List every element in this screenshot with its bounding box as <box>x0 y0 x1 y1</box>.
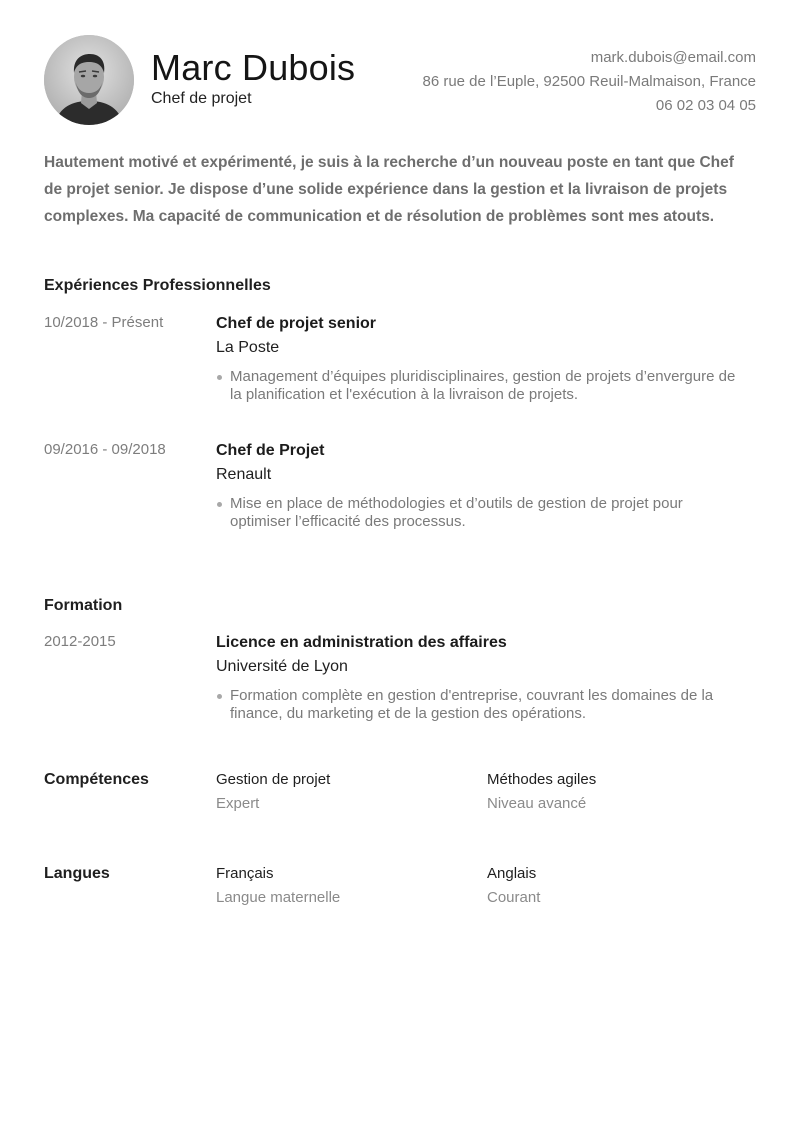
profile-photo-image <box>44 35 134 125</box>
skill-level: Expert <box>216 795 260 812</box>
skill-name: Gestion de projet <box>216 771 331 788</box>
entry-bullet: Management d’équipes pluridisciplinaires, gestion de projets d’envergure de la planification et l'exécution à la livraison de projets. <box>216 368 746 403</box>
entry-bullet: Mise en place de méthodologies et d’outils de gestion de projet pour optimiser l’efficacité des processus. <box>216 495 746 530</box>
entry-date: 09/2016 - 09/2018 <box>44 441 166 458</box>
entry-title: Licence en administration des affaires <box>216 634 507 651</box>
entry-organization: Renault <box>216 466 272 483</box>
language-item <box>216 864 340 908</box>
section-title-experience: Expériences Professionnelles <box>44 277 271 294</box>
language-item <box>487 864 540 908</box>
entry-bullet: Formation complète en gestion d'entreprise, couvrant les domaines de la finance, du marketing et de la gestion des opérations. <box>216 687 746 722</box>
skill-level: Niveau avancé <box>487 795 587 812</box>
entry-title: Chef de projet senior <box>216 315 377 332</box>
entry-body <box>216 313 746 403</box>
contact-address: 86 rue de l’Euple, 92500 Reuil-Malmaison, France <box>422 73 756 90</box>
entry-date: 10/2018 - Présent <box>44 314 164 331</box>
section-title-languages: Langues <box>44 865 110 882</box>
section-title-skills: Compétences <box>44 771 149 788</box>
entry-body <box>216 440 746 530</box>
profile-photo <box>44 35 134 125</box>
language-name: Français <box>216 865 274 882</box>
skill-name: Méthodes agiles <box>487 771 597 788</box>
entry-body <box>216 632 746 722</box>
entry-date: 2012-2015 <box>44 633 116 650</box>
person-role: Chef de projet <box>151 90 252 107</box>
skill-item <box>487 770 596 814</box>
entry-organization: La Poste <box>216 339 280 356</box>
skill-item <box>216 770 330 814</box>
entry-title: Chef de Projet <box>216 442 325 459</box>
language-name: Anglais <box>487 865 537 882</box>
entry-organization: Université de Lyon <box>216 658 348 675</box>
contact-block <box>422 46 756 118</box>
contact-email[interactable]: mark.dubois@email.com <box>590 49 756 66</box>
person-name: Marc Dubois <box>151 47 356 88</box>
contact-phone[interactable]: 06 02 03 04 05 <box>655 97 756 114</box>
language-level: Courant <box>487 889 541 906</box>
section-title-education: Formation <box>44 597 123 614</box>
language-level: Langue maternelle <box>216 889 341 906</box>
profile-summary: Hautement motivé et expérimenté, je suis à la recherche d’un nouveau poste en tant que Chef de projet senior. Je dispose d’une solide expérience dans la gestion et la livraison de projets complexes. Ma capacité de communication et de résolution de problèmes sont mes atouts. <box>44 154 734 225</box>
